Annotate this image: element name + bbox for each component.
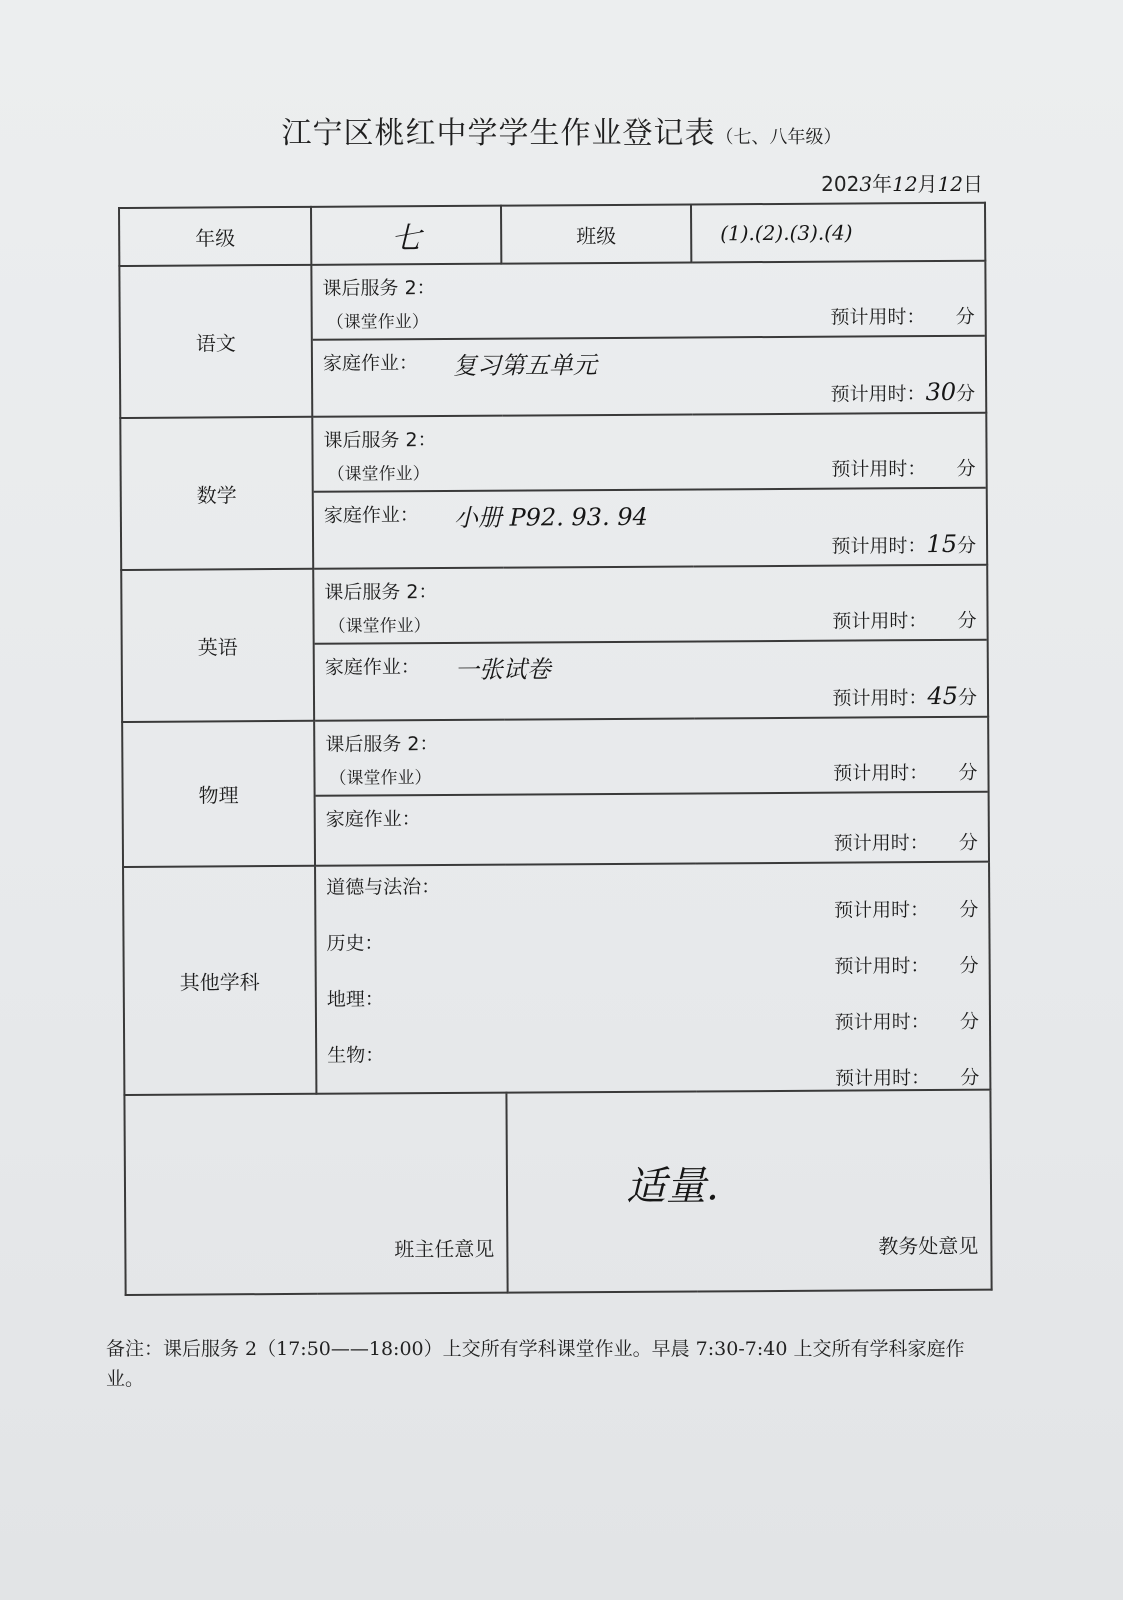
head-teacher-opinion-label: 班主任意见 xyxy=(394,1236,495,1262)
after-school-block xyxy=(313,414,985,493)
classwork-label: （课堂作业） xyxy=(326,312,429,333)
form-title xyxy=(0,108,1123,152)
after-school-label: 课后服务 2： xyxy=(322,277,436,300)
minute-unit: 分 xyxy=(957,534,977,557)
after-school-block xyxy=(315,718,987,797)
estimate-prefix: 预计用时： xyxy=(830,383,926,406)
other-subjects-label: 其他学科 xyxy=(123,866,316,1095)
homework-register-table xyxy=(118,202,993,1296)
estimate-prefix: 预计用时： xyxy=(834,1011,930,1034)
minute-unit: 分 xyxy=(958,761,978,784)
header-row xyxy=(119,203,985,266)
other-item-label: 地理： xyxy=(326,988,384,1011)
grade-label: 年级 xyxy=(119,207,311,266)
minute-unit: 分 xyxy=(956,457,976,480)
estimate-time xyxy=(834,828,978,856)
estimate-time xyxy=(830,302,974,330)
date-year-unit: 年 xyxy=(872,172,893,196)
estimate-prefix: 预计用时： xyxy=(831,535,927,558)
estimate-prefix: 预计用时： xyxy=(832,610,928,633)
subject-detail xyxy=(314,717,989,866)
homework-block xyxy=(316,793,988,865)
other-item-history xyxy=(316,919,988,979)
subject-name: 数学 xyxy=(120,417,313,570)
homework-minutes: 15 xyxy=(926,529,958,559)
date-year-hand: 3 xyxy=(859,172,873,196)
classwork-label: （课堂作业） xyxy=(327,464,430,485)
other-item-label: 历史： xyxy=(326,932,384,955)
homework-entry: 小册 P92. 93. 94 xyxy=(453,502,648,532)
homework-label: 家庭作业： xyxy=(322,352,419,375)
homework-minutes: 30 xyxy=(925,377,957,407)
opinions-row xyxy=(124,1090,991,1295)
head-teacher-opinion xyxy=(124,1093,507,1295)
subject-row-math xyxy=(120,413,987,570)
minute-unit: 分 xyxy=(956,382,976,405)
subject-name: 语文 xyxy=(119,265,312,418)
class-value: (1).(2).(3).(4) xyxy=(691,203,985,263)
estimate-prefix: 预计用时： xyxy=(835,1067,931,1090)
minute-unit: 分 xyxy=(959,898,979,921)
subject-detail xyxy=(312,413,987,569)
estimate-prefix: 预计用时： xyxy=(833,762,929,785)
estimate-prefix: 预计用时： xyxy=(830,306,926,329)
after-school-label: 课后服务 2： xyxy=(325,733,439,756)
other-item-label: 生物： xyxy=(327,1044,385,1067)
homework-block xyxy=(313,337,985,416)
class-label: 班级 xyxy=(501,204,691,263)
academic-office-signature: 适量. xyxy=(625,1163,719,1210)
subject-detail xyxy=(313,565,988,721)
homework-block xyxy=(314,489,986,568)
minute-unit: 分 xyxy=(955,305,975,328)
after-school-label: 课后服务 2： xyxy=(323,429,437,452)
subject-row-physics xyxy=(122,717,989,867)
estimate-time xyxy=(831,530,976,559)
estimate-prefix: 预计用时： xyxy=(833,832,929,855)
other-item-morality xyxy=(316,863,988,923)
estimate-time xyxy=(832,606,976,634)
form-date xyxy=(821,168,983,197)
classwork-label: （课堂作业） xyxy=(329,768,432,789)
date-prefix: 202 xyxy=(821,172,860,196)
minute-unit: 分 xyxy=(957,609,977,632)
date-day-unit: 日 xyxy=(963,172,983,196)
estimate-time xyxy=(833,758,977,786)
minute-unit: 分 xyxy=(960,1066,980,1089)
homework-minutes: 45 xyxy=(927,681,959,711)
other-item-geography xyxy=(317,975,989,1035)
homework-entry: 一张试卷 xyxy=(454,655,551,684)
after-school-label: 课后服务 2： xyxy=(324,581,438,604)
subject-name: 物理 xyxy=(122,721,315,867)
form-title-main: 江宁区桃红中学学生作业登记表 xyxy=(281,116,716,151)
subject-row-chinese xyxy=(119,261,986,418)
academic-office-opinion-label: 教务处意见 xyxy=(878,1233,979,1259)
minute-unit: 分 xyxy=(959,954,979,977)
date-month-hand: 12 xyxy=(892,172,918,196)
grade-value: 七 xyxy=(311,206,501,265)
academic-office-opinion xyxy=(506,1090,991,1293)
estimate-time xyxy=(835,1063,979,1091)
date-day-hand: 12 xyxy=(937,172,963,196)
minute-unit: 分 xyxy=(958,831,978,854)
subject-detail xyxy=(311,261,986,417)
estimate-time xyxy=(831,454,975,482)
subject-name: 英语 xyxy=(121,569,314,722)
estimate-prefix: 预计用时： xyxy=(834,955,930,978)
other-item-label: 道德与法治： xyxy=(326,876,441,899)
estimate-time xyxy=(830,378,975,407)
homework-label: 家庭作业： xyxy=(323,504,419,527)
subject-row-english xyxy=(121,565,988,722)
minute-unit: 分 xyxy=(959,1010,980,1033)
after-school-block xyxy=(314,566,986,645)
minute-unit: 分 xyxy=(957,686,978,709)
other-item-biology xyxy=(317,1031,989,1093)
after-school-block xyxy=(312,262,984,341)
homework-label: 家庭作业： xyxy=(324,656,420,679)
homework-block xyxy=(315,641,987,720)
homework-entry: 复习第五单元 xyxy=(452,351,598,380)
form-title-sub: （七、八年级） xyxy=(715,127,842,148)
estimate-prefix: 预计用时： xyxy=(831,458,927,481)
estimate-time xyxy=(832,682,977,711)
estimate-prefix: 预计用时： xyxy=(832,687,928,710)
classwork-label: （课堂作业） xyxy=(328,616,431,637)
subject-row-other xyxy=(123,862,990,1095)
date-month-unit: 月 xyxy=(917,172,938,196)
footnote: 备注：课后服务 2（17:50——18:00）上交所有学科课堂作业。早晨 7:30-7:40 上交所有学科家庭作业。 xyxy=(106,1338,965,1390)
other-subjects-detail xyxy=(315,862,990,1094)
estimate-prefix: 预计用时： xyxy=(834,899,930,922)
homework-label: 家庭作业： xyxy=(325,808,421,831)
